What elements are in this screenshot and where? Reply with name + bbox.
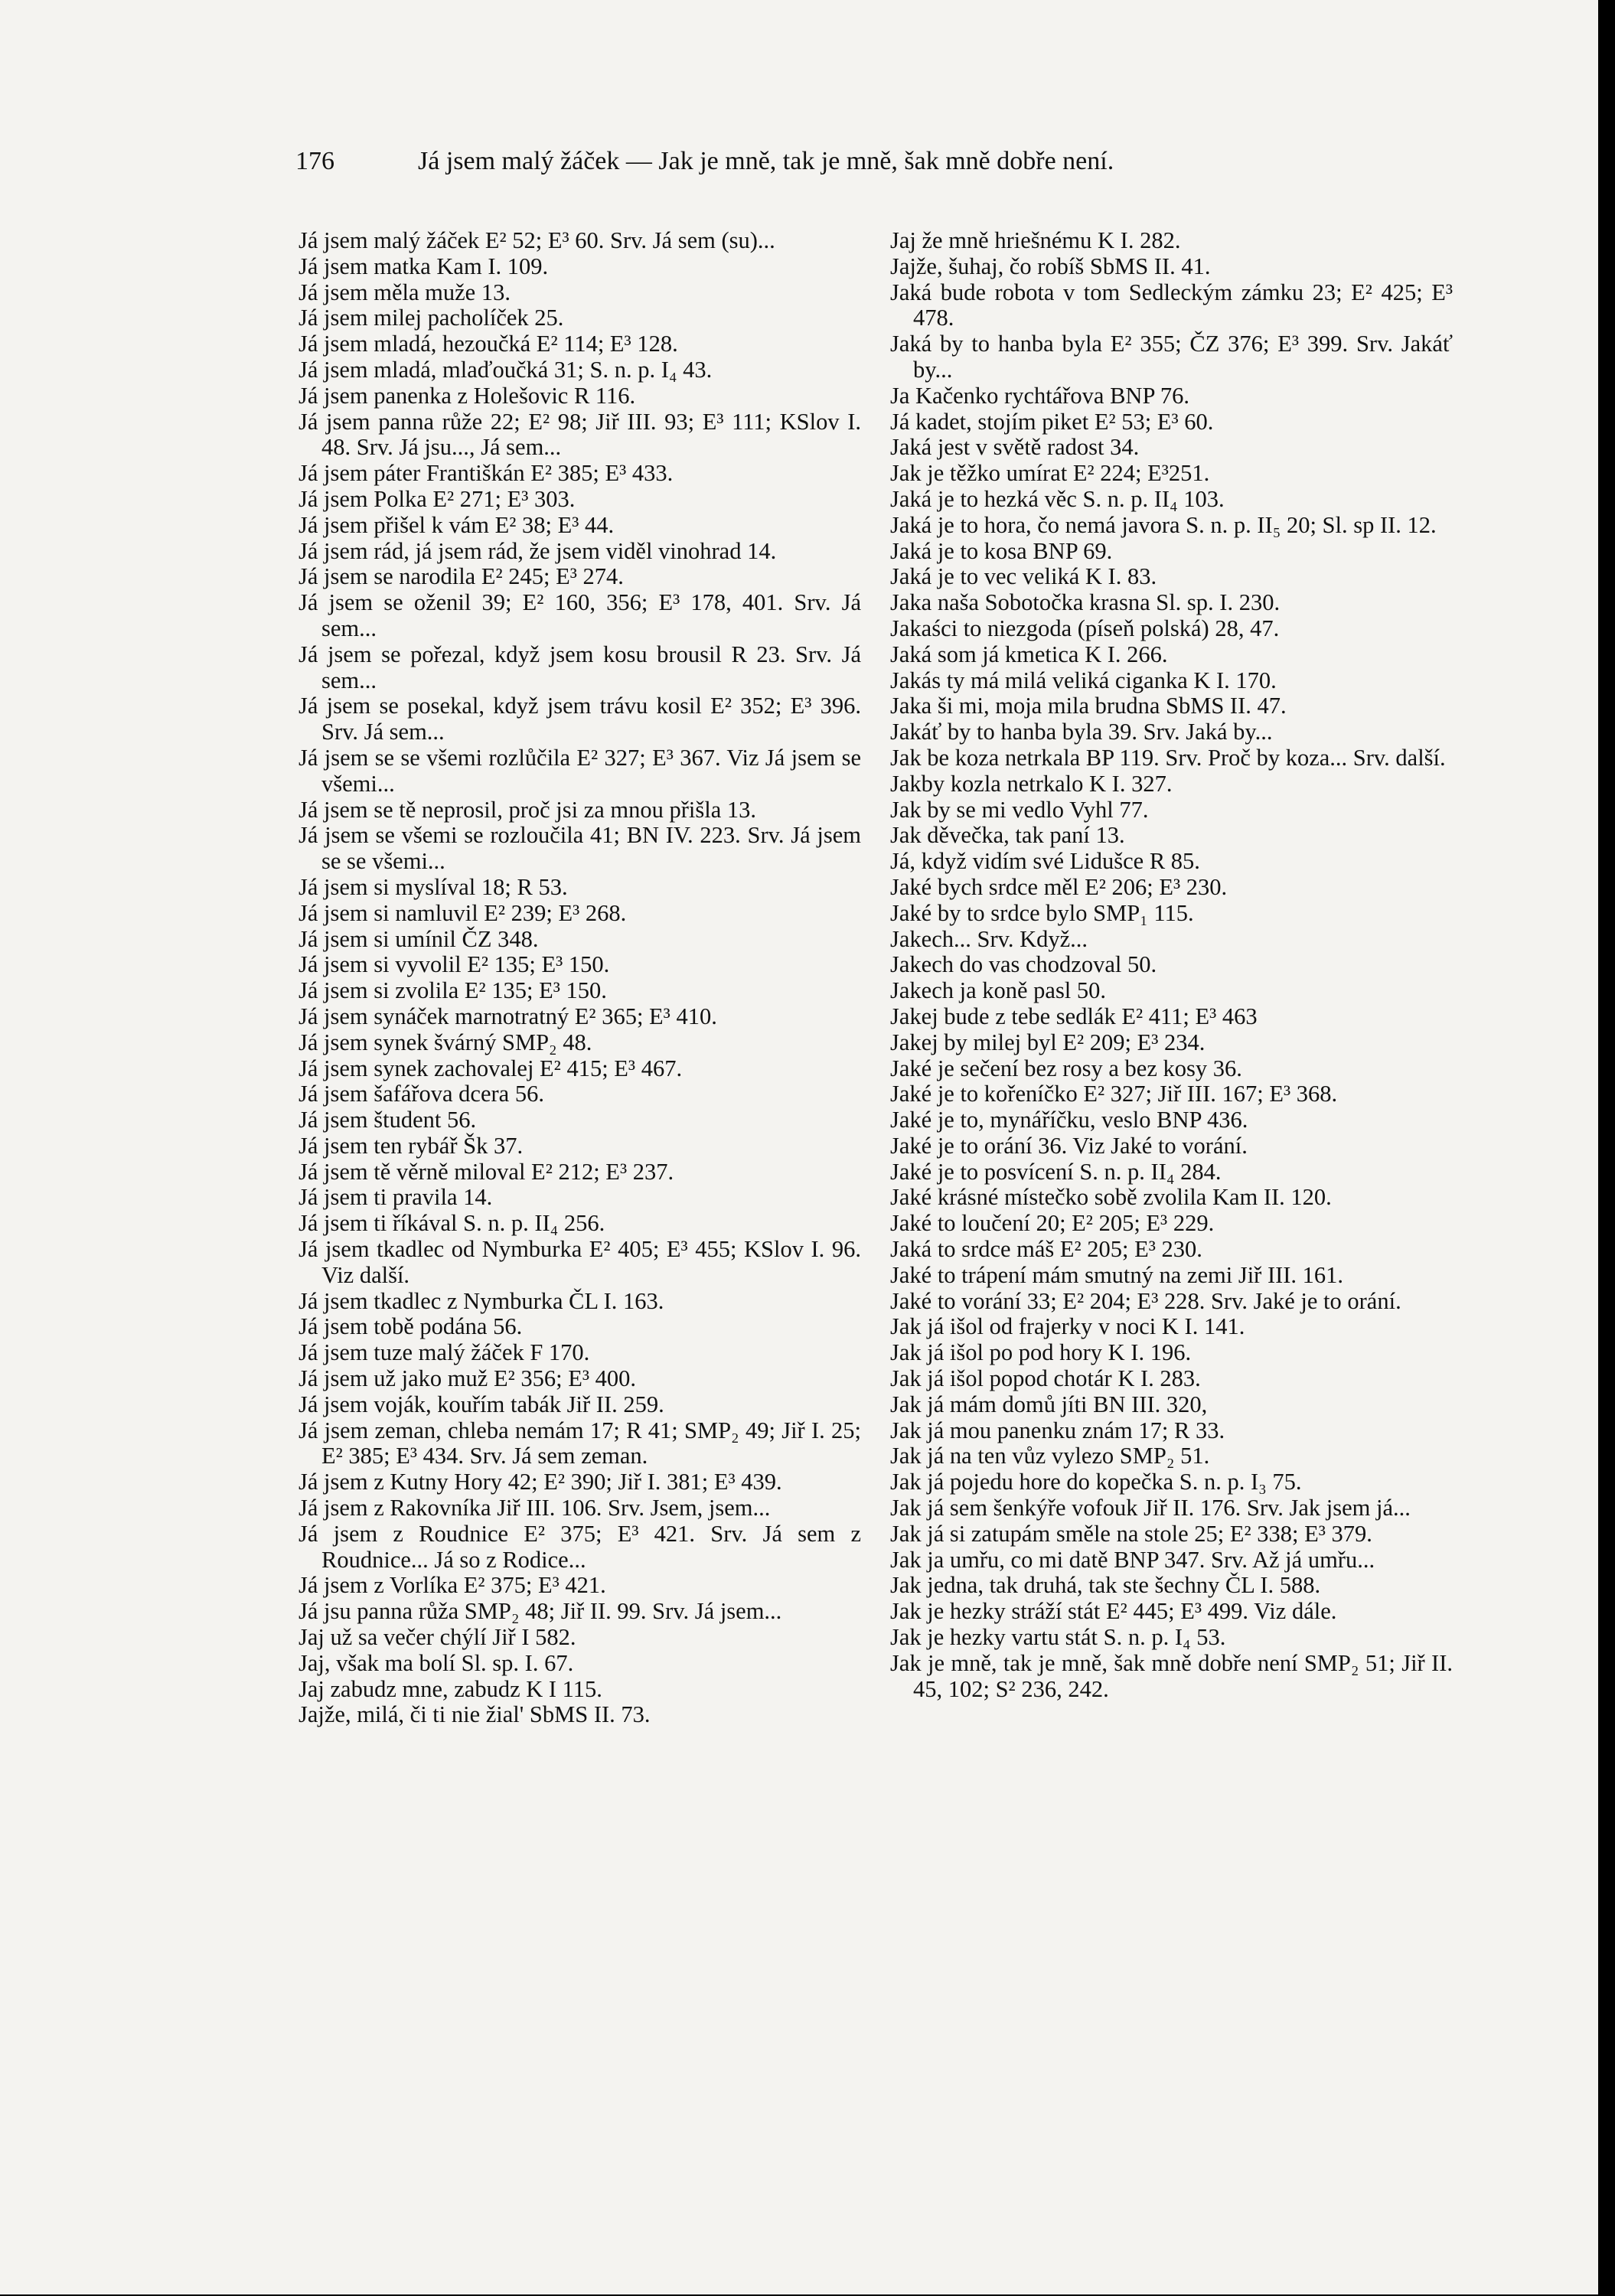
index-entry: Já jsem si namluvil E² 239; E³ 268. — [299, 899, 627, 926]
index-entry: Já jsem ti pravila 14. — [299, 1184, 493, 1211]
index-entry: Já, když vidím své Lidušce R 85. — [890, 848, 1200, 875]
index-entry: Jak ja umřu, co mi datě BNP 347. Srv. Až já umřu... — [890, 1546, 1375, 1573]
index-entry: Já jsu panna růža SMP₂ 48; Jiř II. 99. Srv. Já jsem... — [299, 1598, 782, 1625]
index-entry: Já jsem se pořezal, když jsem kosu brousil R 23. Srv. Já sem... — [299, 641, 861, 693]
index-entry: Jaké to loučení 20; E² 205; E³ 229. — [890, 1210, 1215, 1237]
index-entry: Já jsem z Vorlíka E² 375; E³ 421. — [299, 1572, 606, 1599]
index-entry: Já jsem šafářova dcera 56. — [299, 1081, 544, 1107]
index-entry: Já jsem mladá, hezoučká E² 114; E³ 128. — [299, 331, 678, 357]
index-entry: Já jsem voják, kouřím tabák Jiř II. 259. — [299, 1391, 664, 1417]
index-entry: Jaj už sa večer chýlí Jiř I 582. — [299, 1624, 576, 1651]
index-entry: Já jsem ti říkával S. n. p. II₄ 256. — [299, 1210, 605, 1237]
page-number: 176 — [295, 147, 334, 175]
index-entry: Jak jedna, tak druhá, tak ste šechny ČL I. 588. — [890, 1572, 1321, 1599]
index-entry: Já jsem študent 56. — [299, 1107, 477, 1133]
index-entry: Já jsem z Rakovníka Jiř III. 106. Srv. Jsem, jsem... — [299, 1495, 771, 1521]
index-entry: Jak já mou panenku znám 17; R 33. — [890, 1417, 1225, 1443]
index-entry: Jak je hezky vartu stát S. n. p. I₄ 53. — [890, 1624, 1226, 1651]
index-entry: Já jsem páter Františkán E² 385; E³ 433. — [299, 460, 674, 487]
index-entry: Jak je těžko umírat E² 224; E³251. — [890, 460, 1210, 487]
index-entry: Já kadet, stojím piket E² 53; E³ 60. — [890, 408, 1214, 435]
index-entry: Jaké bych srdce měl E² 206; E³ 230. — [890, 873, 1228, 900]
index-entry: Jaká je to hezká věc S. n. p. II₄ 103. — [890, 485, 1225, 512]
index-entry: Já jsem tobě podána 56. — [299, 1313, 523, 1340]
index-entry: Jajže, milá, či ti nie žial' SbMS II. 73. — [299, 1701, 651, 1728]
index-entry: Jaká je to kosa BNP 69. — [890, 537, 1113, 564]
index-entry: Jaka ši mi, moja mila brudna SbMS II. 47. — [890, 693, 1287, 719]
index-entry: Jakaści to niezgoda (píseň polská) 28, 47. — [890, 615, 1280, 641]
index-entry: Jaká bude robota v tom Sedleckým zámku 23; E² 425; E³ 478. — [890, 279, 1453, 331]
index-entry: Já jsem malý žáček E² 52; E³ 60. Srv. Já sem (su)... — [299, 227, 775, 253]
index-entry: Jaj, však ma bolí Sl. sp. I. 67. — [299, 1649, 574, 1676]
index-entry: Jak já pojedu hore do kopečka S. n. p. I₃ 75. — [890, 1469, 1302, 1495]
index-entry: Jajže, šuhaj, čo robíš SbMS II. 41. — [890, 253, 1211, 279]
index-entry: Jak by se mi vedlo Vyhl 77. — [890, 796, 1149, 823]
index-entry: Jaj zabudz mne, zabudz K I 115. — [299, 1675, 602, 1702]
index-entry: Jakech... Srv. Když... — [890, 925, 1088, 952]
index-entry: Já jsem rád, já jsem rád, že jsem viděl vinohrad 14. — [299, 537, 777, 564]
index-entry: Já jsem mladá, mlaďoučká 31; S. n. p. I₄ 43. — [299, 356, 713, 383]
index-entry: Já jsem synáček marnotratný E² 365; E³ 410. — [299, 1003, 717, 1029]
index-entry: Já jsem tuze malý žáček F 170. — [299, 1339, 590, 1366]
index-entry: Já jsem se oženil 39; E² 160, 356; E³ 178, 401. Srv. Já sem... — [299, 589, 861, 641]
index-entry: Jak já na ten vůz vylezo SMP₂ 51. — [890, 1443, 1210, 1469]
index-entry: Já jsem synek švárný SMP₂ 48. — [299, 1029, 592, 1055]
index-entry: Jaj že mně hriešnému K I. 282. — [890, 227, 1181, 253]
index-entry: Ja Kačenko rychtářova BNP 76. — [890, 382, 1190, 409]
index-entry: Jak děvečka, tak paní 13. — [890, 822, 1125, 849]
index-entry: Já jsem už jako muž E² 356; E³ 400. — [299, 1365, 636, 1392]
index-entry: Jaké by to srdce bylo SMP₁ 115. — [890, 899, 1194, 926]
index-entry: Jak já sem šenkýře vofouk Jiř II. 176. Srv. Jak jsem já... — [890, 1495, 1411, 1521]
index-entry: Já jsem z Kutny Hory 42; E² 390; Jiř I. 381; E³ 439. — [299, 1469, 782, 1495]
index-entry: Já jsem tkadlec z Nymburka ČL I. 163. — [299, 1287, 664, 1314]
index-entry: Já jsem si umínil ČZ 348. — [299, 925, 539, 952]
index-entry: Já jsem ten rybář Šk 37. — [299, 1132, 524, 1159]
index-entry: Jaké je to kořeníčko E² 327; Jiř III. 167; E³ 368. — [890, 1081, 1338, 1107]
index-entry: Jakej bude z tebe sedlák E² 411; E³ 463 — [890, 1003, 1258, 1029]
index-entry: Jakej by milej byl E² 209; E³ 234. — [890, 1029, 1206, 1055]
index-entry: Já jsem se posekal, když jsem trávu kosil E² 352; E³ 396. Srv. Já sem... — [299, 693, 861, 745]
running-head — [295, 147, 1336, 176]
index-entry: Jaká by to hanba byla E² 355; ČZ 376; E³ 399. Srv. Jakáť by... — [890, 331, 1453, 383]
index-entry: Já jsem zeman, chleba nemám 17; R 41; SMP₂ 49; Jiř I. 25; E² 385; E³ 434. Srv. Já sem zeman. — [299, 1417, 861, 1469]
running-head-title: Já jsem malý žáček — Jak je mně, tak je mně, šak mně dobře není. — [418, 147, 1114, 175]
index-entry: Jaké je to orání 36. Viz Jaké to vorání. — [890, 1132, 1248, 1159]
index-entry: Jaká to srdce máš E² 205; E³ 230. — [890, 1236, 1202, 1263]
index-entry: Jaká je to hora, čo nemá javora S. n. p. II₅ 20; Sl. sp II. 12. — [890, 511, 1437, 538]
index-entry: Já jsem se narodila E² 245; E³ 274. — [299, 563, 624, 590]
index-entry: Jak já si zatupám směle na stole 25; E² 338; E³ 379. — [890, 1520, 1372, 1547]
index-column-right — [890, 228, 1453, 1702]
index-entry: Já jsem se všemi se rozloučila 41; BN IV. 223. Srv. Já jsem se se všemi... — [299, 822, 861, 875]
index-entry: Jakech ja koně pasl 50. — [890, 977, 1107, 1004]
index-entry: Já jsem tkadlec od Nymburka E² 405; E³ 455; KSlov I. 96. Viz další. — [299, 1236, 861, 1288]
index-entry: Jaké to vorání 33; E² 204; E³ 228. Srv. Jaké je to orání. — [890, 1287, 1401, 1314]
index-entry: Já jsem tě věrně miloval E² 212; E³ 237. — [299, 1158, 674, 1185]
index-entry: Jak be koza netrkala BP 119. Srv. Proč by koza... Srv. další. — [890, 744, 1446, 771]
index-entry: Jak já išol od frajerky v noci K I. 141. — [890, 1313, 1245, 1340]
index-entry: Jakech do vas chodzoval 50. — [890, 951, 1157, 978]
index-entry: Já jsem Polka E² 271; E³ 303. — [299, 485, 576, 512]
index-entry: Jak já mám domů jíti BN III. 320, — [890, 1391, 1208, 1417]
index-entry: Jaké je to posvícení S. n. p. II₄ 284. — [890, 1158, 1222, 1185]
index-entry: Já jsem se se všemi rozlůčila E² 327; E³ 367. Viz Já jsem se všemi... — [299, 744, 861, 797]
index-entry: Jaké to trápení mám smutný na zemi Jiř III. 161. — [890, 1261, 1344, 1288]
index-entry: Jak já išol popod chotár K I. 283. — [890, 1365, 1201, 1392]
index-entry: Já jsem panenka z Holešovic R 116. — [299, 382, 636, 409]
index-entry: Jakby kozla netrkalo K I. 327. — [890, 770, 1173, 797]
index-entry: Já jsem se tě neprosil, proč jsi za mnou přišla 13. — [299, 796, 757, 823]
index-entry: Jakás ty má milá veliká ciganka K I. 170. — [890, 667, 1277, 693]
index-entry: Já jsem si myslíval 18; R 53. — [299, 873, 568, 900]
index-entry: Jaká som já kmetica K I. 266. — [890, 641, 1168, 667]
index-entry: Já jsem z Roudnice E² 375; E³ 421. Srv. Já sem z Roudnice... Já so z Rodice... — [299, 1520, 861, 1573]
index-entry: Já jsem si vyvolil E² 135; E³ 150. — [299, 951, 610, 978]
index-entry: Jak je hezky stráží stát E² 445; E³ 499. Viz dále. — [890, 1598, 1337, 1625]
index-entry: Já jsem přišel k vám E² 38; E³ 44. — [299, 511, 615, 538]
index-entry: Jaká jest v světě radost 34. — [890, 434, 1140, 461]
index-entry: Já jsem synek zachovalej E² 415; E³ 467. — [299, 1055, 683, 1081]
index-entry: Jaké krásné místečko sobě zvolila Kam II. 120. — [890, 1184, 1332, 1211]
index-entry: Jaké je to, mynáříčku, veslo BNP 436. — [890, 1107, 1248, 1133]
index-entry: Jakáť by to hanba byla 39. Srv. Jaká by... — [890, 719, 1273, 745]
index-entry: Já jsem si zvolila E² 135; E³ 150. — [299, 977, 607, 1004]
index-entry: Já jsem milej pacholíček 25. — [299, 305, 564, 331]
index-entry: Jaká je to vec veliká K I. 83. — [890, 563, 1157, 590]
index-entry: Jak je mně, tak je mně, šak mně dobře není SMP₂ 51; Jiř II. 45, 102; S² 236, 242. — [890, 1649, 1453, 1702]
index-entry: Jaka naša Sobotočka krasna Sl. sp. I. 230. — [890, 589, 1281, 616]
index-column-left — [299, 228, 861, 1728]
index-entry: Já jsem měla muže 13. — [299, 279, 511, 305]
index-entry: Jak já išol po pod hory K I. 196. — [890, 1339, 1192, 1366]
index-entry: Já jsem panna růže 22; E² 98; Jiř III. 93; E³ 111; KSlov I. 48. Srv. Já jsu..., Já sem... — [299, 408, 861, 461]
index-entry: Já jsem matka Kam I. 109. — [299, 253, 549, 279]
index-entry: Jaké je sečení bez rosy a bez kosy 36. — [890, 1055, 1242, 1081]
